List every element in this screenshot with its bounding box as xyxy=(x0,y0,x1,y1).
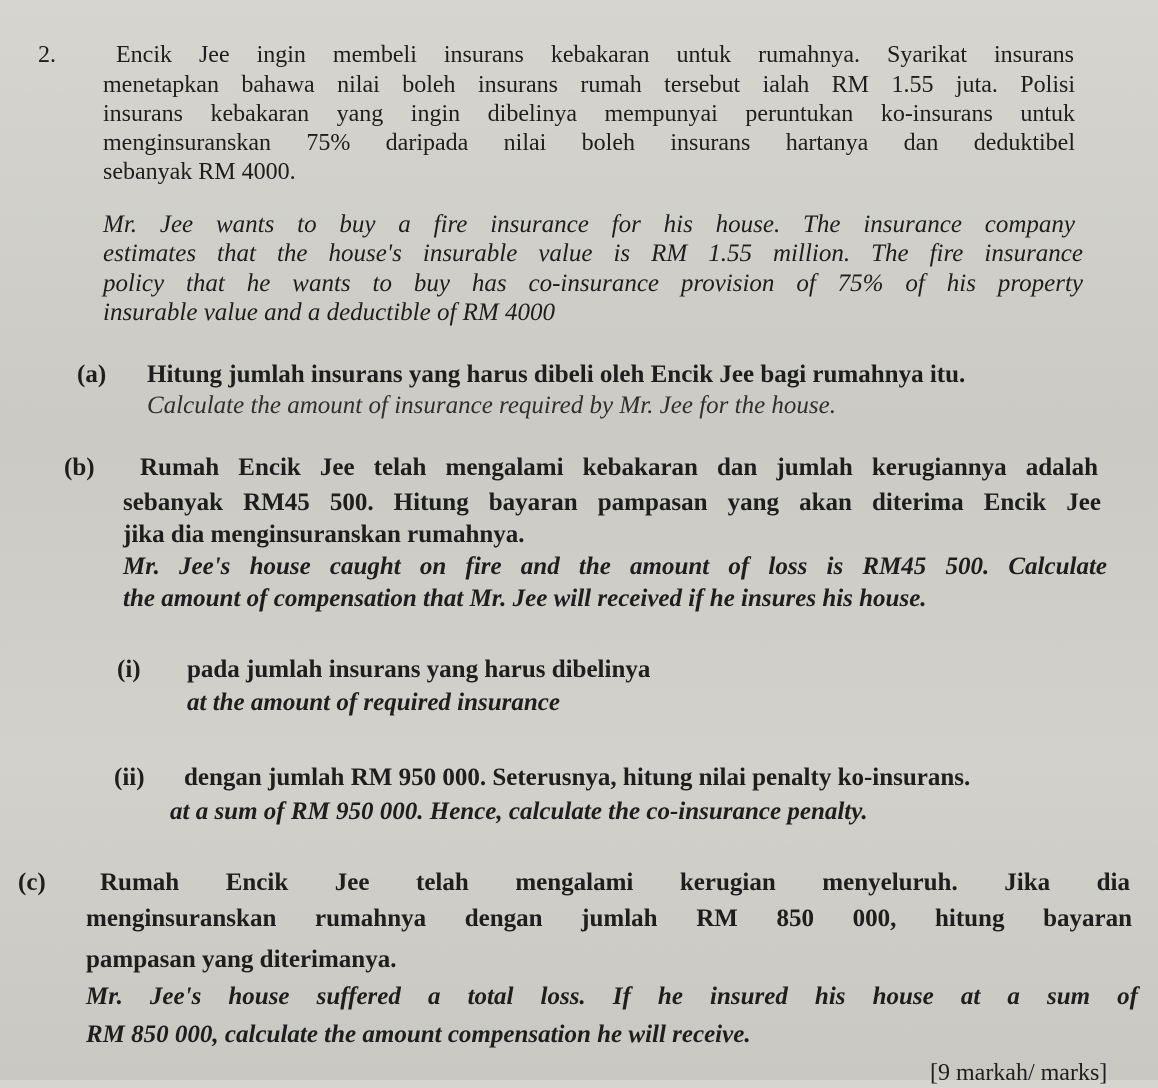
part-c-en-line-2: RM 850 000, calculate the amount compensation he will receive. xyxy=(86,1021,751,1048)
intro-ms-line-2: menetapkan bahawa nilai boleh insurans rumah tersebut ialah RM 1.55 juta. Polisi xyxy=(103,72,1075,98)
part-a-ms: Hitung jumlah insurans yang harus dibeli oleh Encik Jee bagi rumahnya itu. xyxy=(147,361,966,388)
part-c-ms-line-3: pampasan yang diterimanya. xyxy=(86,946,397,973)
part-c-ms-line-1: Rumah Encik Jee telah mengalami kerugian menyeluruh. Jika dia xyxy=(100,869,1130,896)
intro-en-line-3: policy that he wants to buy has co-insurance provision of 75% of his property xyxy=(103,270,1083,297)
part-b-ms-line-3: jika dia menginsuranskan rumahnya. xyxy=(123,521,525,548)
intro-ms-line-4: menginsuranskan 75% daripada nilai boleh insurans hartanya dan deduktibel xyxy=(103,130,1075,156)
intro-en-line-2: estimates that the house's insurable value is RM 1.55 million. The fire insurance xyxy=(103,240,1083,267)
intro-ms-line-3: insurans kebakaran yang ingin dibelinya mempunyai peruntukan ko-insurans untuk xyxy=(103,101,1075,127)
part-b-i-en: at the amount of required insurance xyxy=(187,689,560,716)
part-b-en-line-2: the amount of compensation that Mr. Jee will received if he insures his house. xyxy=(123,585,927,612)
intro-ms-line-5: sebanyak RM 4000. xyxy=(103,159,296,185)
question-number: 2. xyxy=(38,42,56,68)
part-c-label: (c) xyxy=(18,869,46,896)
part-b-ms-line-2: sebanyak RM45 500. Hitung bayaran pampasan yang akan diterima Encik Jee xyxy=(123,489,1101,516)
part-b-ii-ms: dengan jumlah RM 950 000. Seterusnya, hitung nilai penalty ko-insurans. xyxy=(184,764,971,791)
part-a-label: (a) xyxy=(77,361,107,388)
part-b-ii-en: at a sum of RM 950 000. Hence, calculate the co-insurance penalty. xyxy=(170,798,868,825)
part-b-en-line-1: Mr. Jee's house caught on fire and the amount of loss is RM45 500. Calculate xyxy=(123,553,1107,580)
intro-en-line-1: Mr. Jee wants to buy a fire insurance for his house. The insurance company xyxy=(103,211,1075,238)
part-c-en-line-1: Mr. Jee's house suffered a total loss. If he insured his house at a sum of xyxy=(86,983,1138,1010)
part-a-en: Calculate the amount of insurance required by Mr. Jee for the house. xyxy=(147,392,836,419)
part-c-ms-line-2: menginsuranskan rumahnya dengan jumlah RM 850 000, hitung bayaran xyxy=(86,905,1132,932)
marks-label: [9 markah/ marks] xyxy=(930,1060,1108,1086)
part-b-label: (b) xyxy=(64,454,95,481)
intro-en-line-4: insurable value and a deductible of RM 4000 xyxy=(103,299,556,326)
part-b-ii-label: (ii) xyxy=(114,764,145,791)
part-b-i-ms: pada jumlah insurans yang harus dibelinya xyxy=(187,656,651,683)
part-b-ms-line-1: Rumah Encik Jee telah mengalami kebakaran dan jumlah kerugiannya adalah xyxy=(140,454,1098,481)
part-b-i-label: (i) xyxy=(117,656,141,683)
intro-ms-line-1: Encik Jee ingin membeli insurans kebakaran untuk rumahnya. Syarikat insurans xyxy=(116,42,1074,68)
